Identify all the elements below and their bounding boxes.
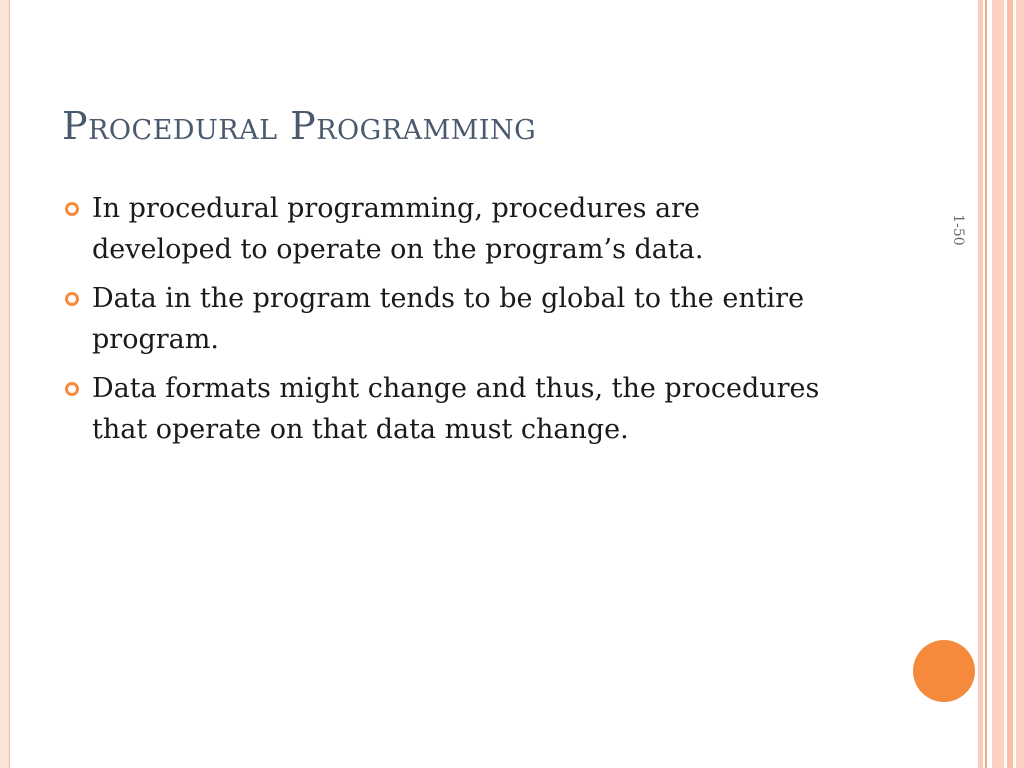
right-decorative-stripes — [978, 0, 1024, 768]
slide-number: 1-50 — [950, 214, 966, 246]
circle-bullet-icon — [65, 202, 79, 216]
bullet-item — [62, 188, 822, 270]
stripe — [992, 0, 1004, 768]
decorative-orange-circle — [913, 640, 975, 702]
stripe — [1004, 0, 1006, 768]
left-border-stripe — [0, 0, 10, 768]
bullet-text: Data formats might change and thus, the procedures that operate on that data must change. — [92, 373, 820, 445]
bullet-text: In procedural programming, procedures are developed to operate on the program’s data. — [92, 193, 704, 265]
bullet-item — [62, 368, 822, 450]
bullet-text: Data in the program tends to be global to the entire program. — [92, 283, 805, 355]
stripe — [987, 0, 988, 768]
circle-bullet-icon — [65, 382, 79, 396]
bullet-item — [62, 278, 822, 360]
circle-bullet-icon — [65, 292, 79, 306]
slide-title: Procedural Programming — [62, 104, 537, 148]
stripe — [983, 0, 984, 768]
stripe — [1016, 0, 1024, 768]
stripe — [1013, 0, 1015, 768]
bullet-list — [62, 188, 822, 458]
